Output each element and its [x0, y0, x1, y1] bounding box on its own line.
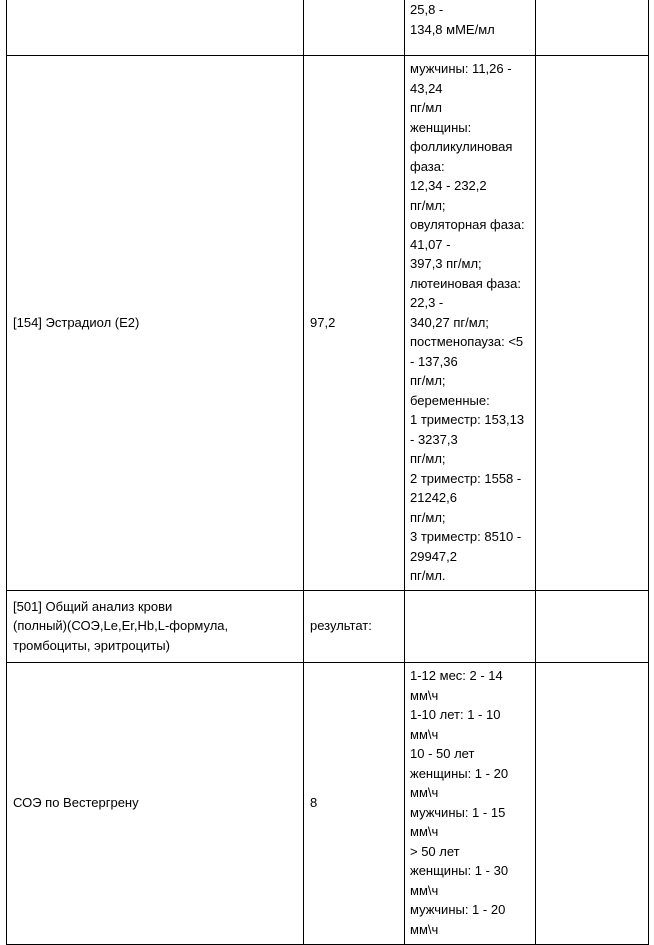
test-name-line: [501] Общий анализ крови: [13, 598, 173, 614]
reference-line: 41,07 -: [410, 236, 451, 252]
reference-line: пг/мл;: [410, 373, 446, 388]
reference-line: мужчины: 1 - 20: [410, 902, 506, 917]
reference-line: пг/мл;: [410, 509, 446, 525]
reference-cell: [405, 56, 536, 591]
reference-line: 22,3 -: [410, 295, 444, 310]
reference-line: женщины:: [410, 119, 472, 135]
reference-line: 1 триместр: 153,13: [410, 412, 525, 427]
test-result: результат:: [310, 618, 372, 634]
extra-cell: [536, 0, 649, 56]
table-row: [7, 56, 649, 591]
reference-line: мужчины: 1 - 15: [410, 804, 506, 820]
reference-line: 10 - 50 лет: [410, 746, 475, 761]
reference-line: 134,8 мМЕ/мл: [410, 21, 495, 37]
reference-line: мужчины: 11,26 -: [410, 61, 512, 76]
test-name-cell: [7, 56, 304, 591]
reference-cell: [405, 0, 536, 56]
reference-line: пг/мл;: [410, 451, 446, 466]
reference-line: 25,8 -: [410, 2, 444, 17]
reference-line: 29947,2: [410, 548, 457, 564]
reference-line: мм\ч: [410, 687, 439, 703]
reference-line: женщины: 1 - 20: [410, 765, 509, 781]
test-result: 97,2: [310, 315, 336, 330]
reference-line: 21242,6: [410, 490, 457, 505]
test-name-cell: [7, 0, 304, 56]
reference-line: 12,34 - 232,2: [410, 178, 487, 193]
result-cell: [304, 590, 405, 662]
lab-results-table: [6, 0, 649, 945]
reference-cell: [405, 662, 536, 944]
reference-line: лютеиновая фаза:: [410, 275, 521, 291]
reference-line: - 137,36: [410, 353, 458, 369]
table-row: [7, 0, 649, 56]
test-name-line: тромбоциты, эритроциты): [13, 637, 170, 653]
reference-line: фаза:: [410, 158, 445, 174]
reference-line: 43,24: [410, 80, 443, 96]
test-name-cell: [7, 662, 304, 944]
reference-line: 1-10 лет: 1 - 10: [410, 707, 501, 722]
reference-line: 340,27 пг/мл;: [410, 314, 489, 330]
reference-line: 3 триместр: 8510 -: [410, 529, 522, 544]
reference-line: беременные:: [410, 392, 490, 408]
reference-line: 1-12 мес: 2 - 14: [410, 668, 503, 683]
reference-line: мм\ч: [410, 785, 439, 800]
test-name-cell: [7, 590, 304, 662]
reference-line: постменопауза: <5: [410, 334, 524, 349]
reference-line: фолликулиновая: [410, 139, 513, 154]
test-name: [154] Эстрадиол (E2): [13, 315, 140, 330]
table-row: [7, 590, 649, 662]
extra-cell: [536, 56, 649, 591]
reference-line: 397,3 пг/мл;: [410, 256, 482, 271]
reference-line: 2 триместр: 1558 -: [410, 470, 522, 486]
extra-cell: [536, 590, 649, 662]
reference-line: пг/мл: [410, 100, 442, 115]
result-cell: [304, 56, 405, 591]
reference-line: мм\ч: [410, 882, 439, 898]
reference-line: > 50 лет: [410, 843, 460, 859]
reference-line: женщины: 1 - 30: [410, 863, 509, 878]
reference-line: - 3237,3: [410, 431, 458, 447]
reference-line: мм\ч: [410, 726, 439, 742]
reference-line: мм\ч: [410, 824, 439, 839]
table-row: [7, 662, 649, 944]
reference-line: овуляторная фаза:: [410, 217, 525, 232]
test-result: 8: [310, 795, 318, 811]
result-cell: [304, 662, 405, 944]
test-name-line: (полный)(СОЭ,Le,Er,Hb,L-формула,: [13, 618, 229, 634]
extra-cell: [536, 662, 649, 944]
reference-cell: [405, 590, 536, 662]
result-cell: [304, 0, 405, 56]
test-name: СОЭ по Вестергрену: [13, 795, 139, 811]
reference-line: пг/мл.: [410, 568, 446, 583]
reference-line: мм\ч: [410, 921, 439, 937]
reference-line: пг/мл;: [410, 197, 446, 213]
